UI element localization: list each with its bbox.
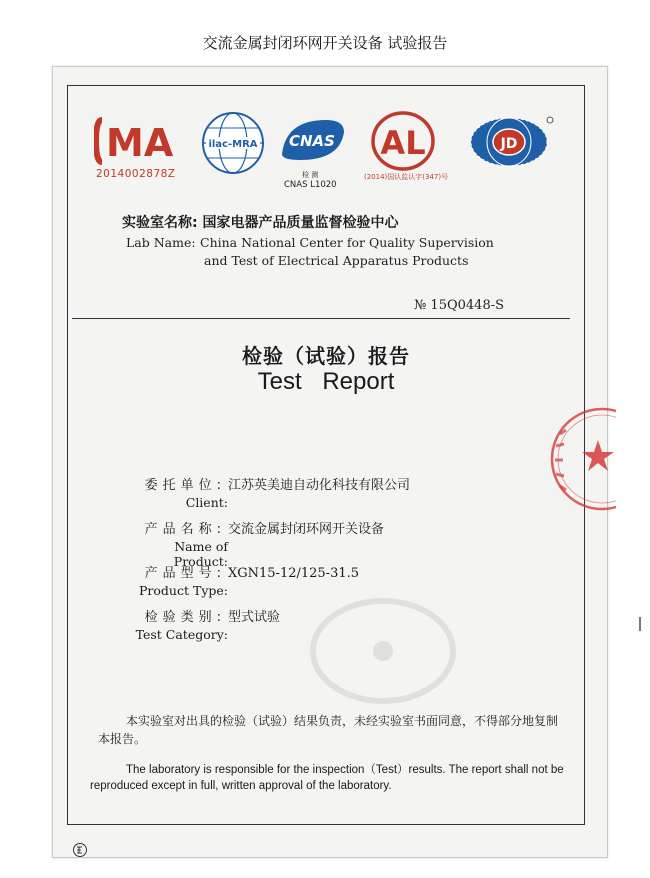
report-title-en: Test Report (257, 368, 395, 395)
svg-text:ilac-MRA: ilac-MRA (208, 139, 258, 150)
field-test-category: 检验类别: 型式试验 Test Category: (135, 610, 281, 642)
report-frame (67, 85, 585, 825)
certification-logos (88, 110, 558, 190)
globe-certification-logo-icon (464, 114, 554, 174)
notice-cn: 本实验室对出具的检验（试验）结果负责，未经实验室书面同意，不得部分地复制本报告。 (98, 714, 559, 746)
ilac-mra-logo-icon (200, 110, 266, 176)
page-heading: 交流金属封闭环网开关设备 试验报告 (202, 34, 448, 52)
cal-number: (2014)国认监认字(347)号 (364, 173, 449, 181)
registered-mark-icon (72, 842, 88, 858)
report-number: № 15Q0448-S (414, 298, 505, 313)
field-client: 委托单位: 江苏英美迪自动化科技有限公司 Client: (144, 478, 411, 510)
scan-mark (639, 617, 641, 631)
field-product-name: 产品名称: 交流金属封闭环网开关设备 Name of Product: (144, 522, 385, 569)
lab-name-cn: 实验室名称: 国家电器产品质量监督检验中心 (122, 215, 399, 231)
report-title-cn: 检验（试验）报告 (242, 344, 410, 368)
cnas-logo-icon (276, 114, 350, 168)
inspection-seal-icon (546, 404, 616, 514)
lab-name-en: Lab Name: China National Center for Quality Supervision and Test of Electrical Apparatus Products (126, 235, 494, 268)
cnas-number: 检 测 CNAS L1020 (284, 171, 337, 190)
embossed-seal-icon (308, 596, 458, 706)
notice-en: The laboratory is responsible for the inspection（Test）results. The report shall not be reproduced except in full, written approval of the laboratory. (90, 764, 564, 792)
divider (72, 318, 570, 319)
cal-logo-icon (370, 110, 436, 172)
scanned-report-cover (52, 66, 608, 858)
svg-text:CNAS: CNAS (289, 132, 335, 150)
svg-text:MA: MA (106, 121, 174, 165)
cma-logo-icon (94, 114, 180, 168)
svg-text:JD: JD (500, 136, 518, 152)
cma-number: 2014002878Z (96, 168, 176, 180)
field-product-type: 产品型号: XGN15-12/125-31.5 Product Type: (139, 566, 360, 598)
svg-text:AL: AL (380, 124, 426, 162)
